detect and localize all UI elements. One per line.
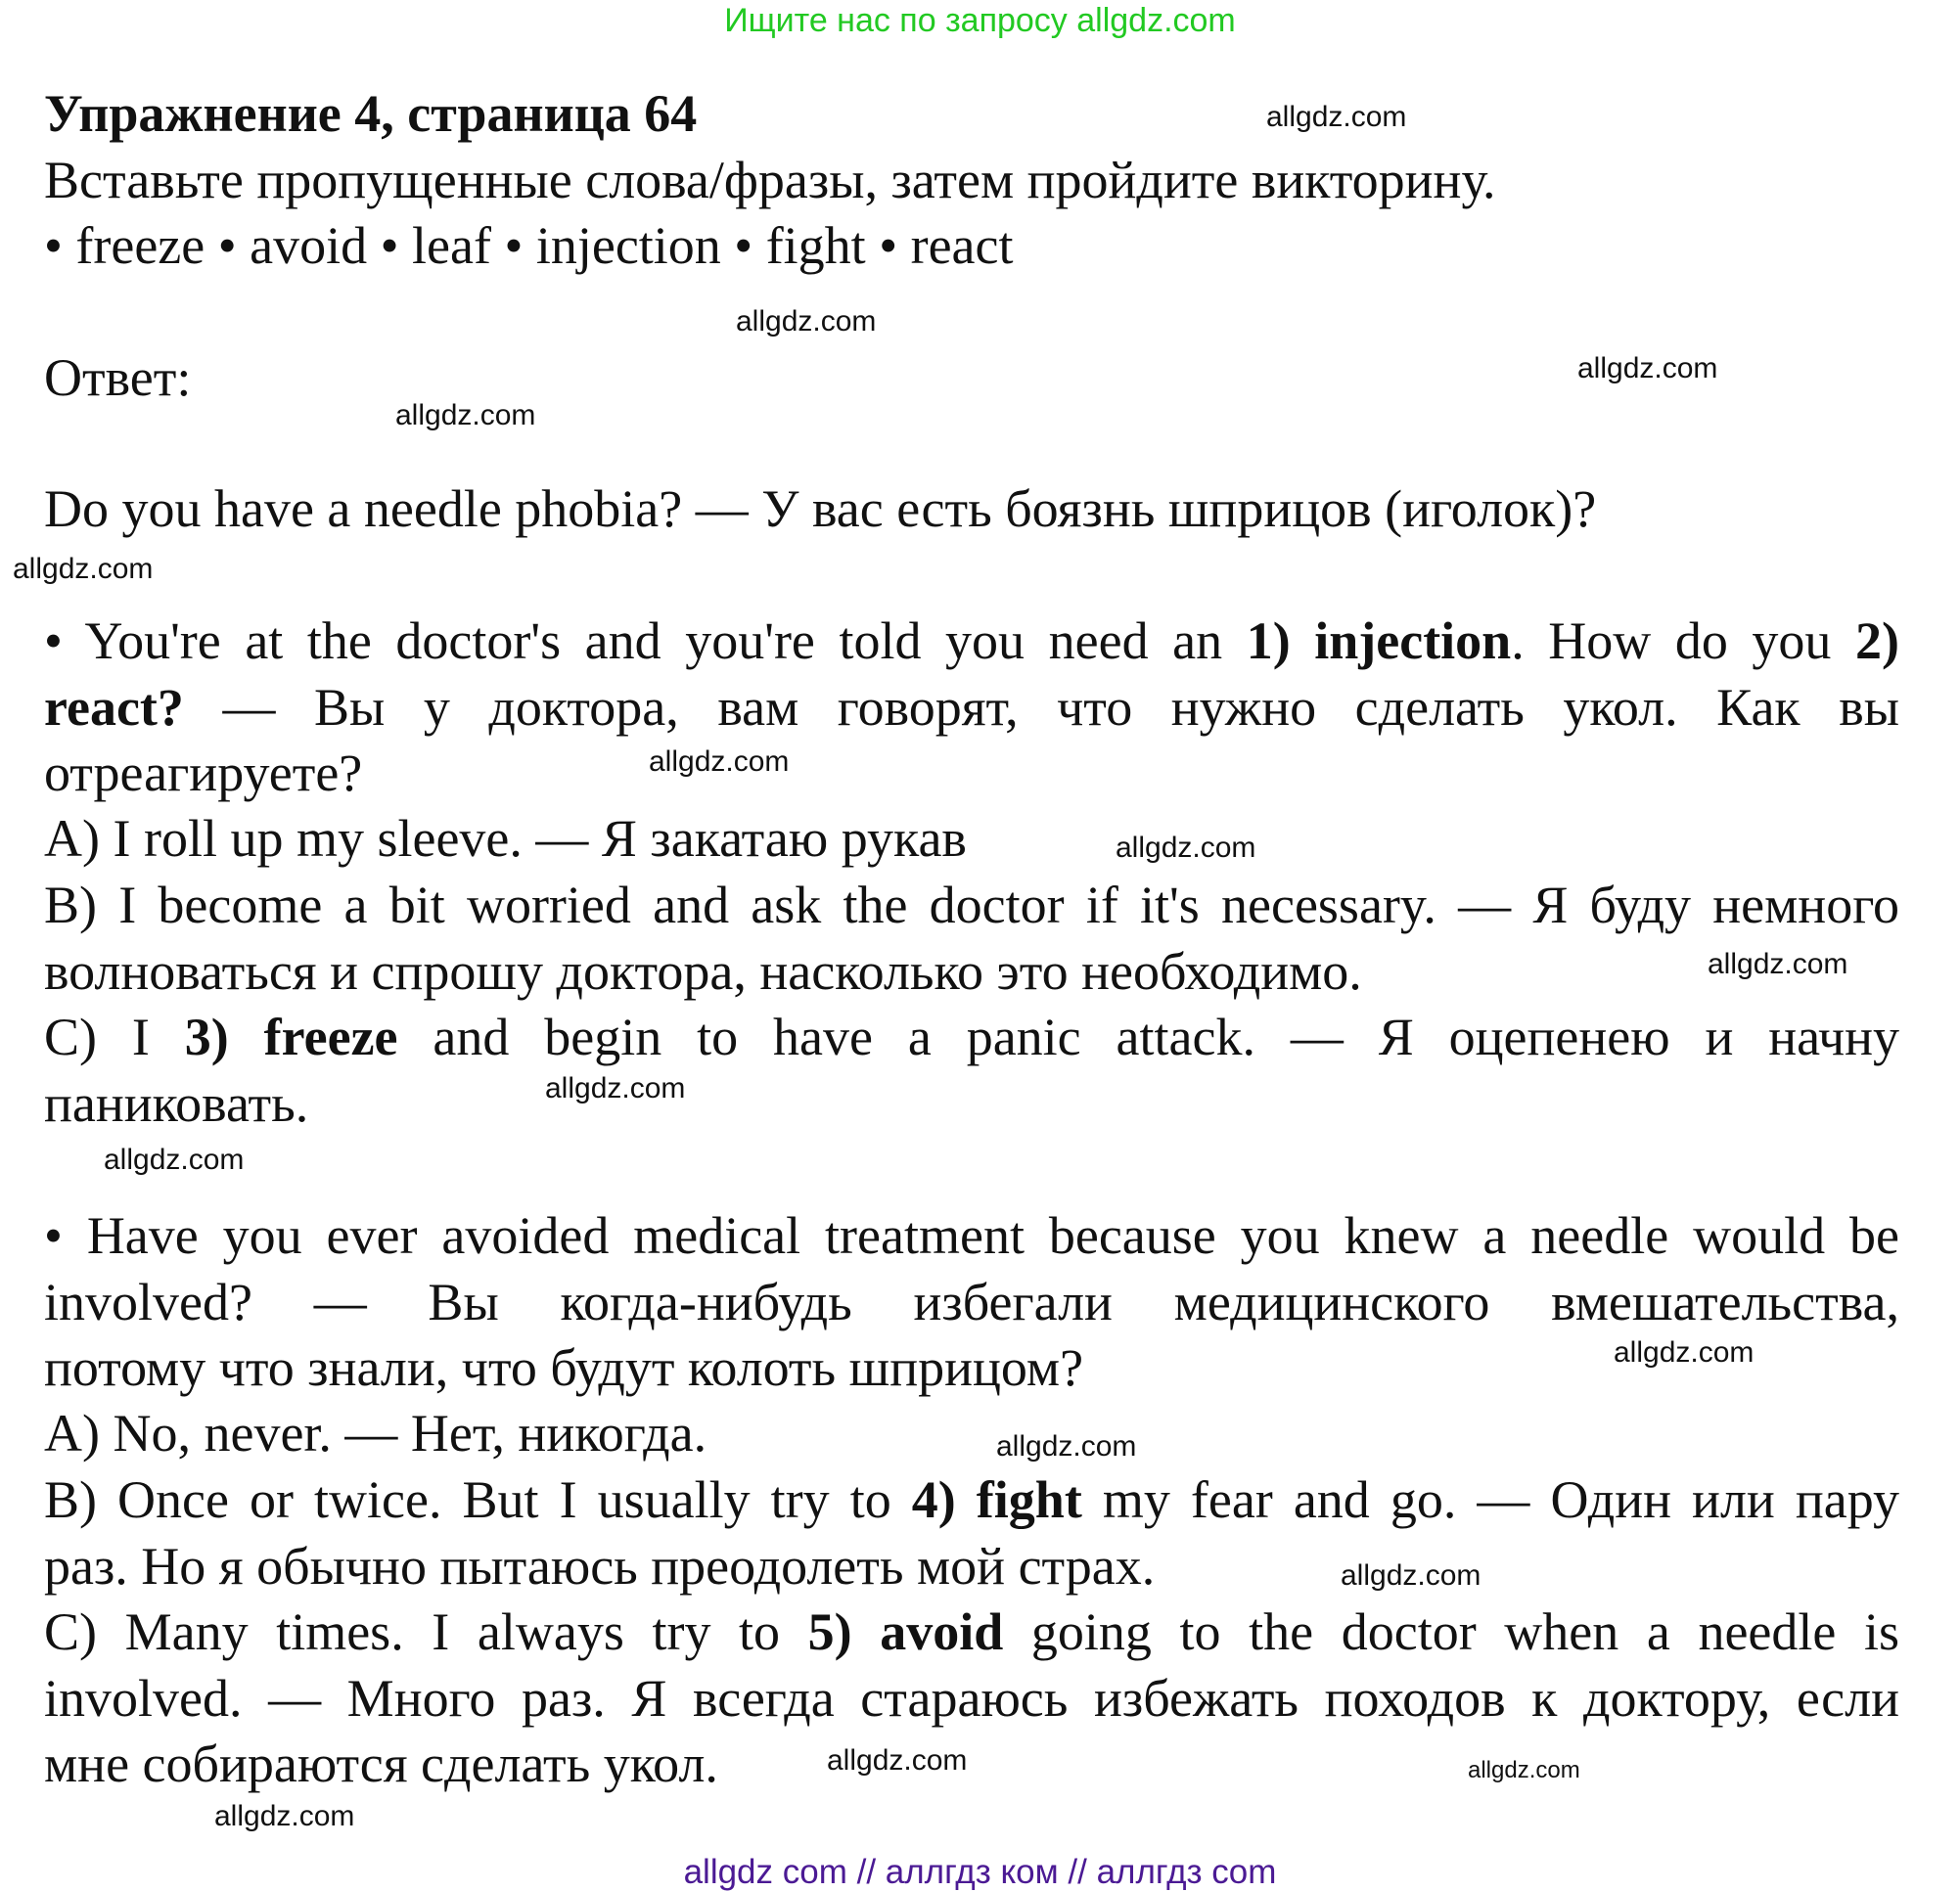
filled-answer: 1) injection: [1246, 611, 1512, 670]
answer-line: [44, 872, 1899, 938]
line-text: A) I roll up my sleeve. — Я закатаю рукав: [44, 809, 967, 868]
watermark: allgdz.com: [827, 1744, 968, 1777]
line-text: потому что знали, что будут колоть шприцом?: [44, 1338, 1084, 1397]
filled-answer: react?: [44, 678, 184, 737]
answer-line: [44, 740, 1899, 806]
line-text: паниковать.: [44, 1074, 309, 1133]
answer-line: [44, 1599, 1899, 1665]
line-text: going to the doctor when a needle is: [1003, 1602, 1899, 1661]
answer-line: [44, 1731, 1899, 1797]
line-text: мне собираются сделать укол.: [44, 1734, 718, 1793]
line-text: раз. Но я обычно пытаюсь преодолеть мой страх.: [44, 1537, 1156, 1596]
word-bank: • freeze • avoid • leaf • injection • fight • react: [44, 216, 1014, 275]
answer-label: Ответ:: [44, 348, 192, 407]
line-text: • You're at the doctor's and you're told you need an: [44, 611, 1247, 670]
instruction-text: Вставьте пропущенные слова/фразы, затем пройдите викторину.: [44, 151, 1496, 209]
watermark: allgdz.com: [1116, 832, 1256, 864]
line-text: . How do you: [1511, 611, 1856, 670]
watermark: allgdz.com: [545, 1072, 686, 1104]
watermark: allgdz.com: [395, 399, 536, 431]
page-title: Упражнение 4, страница 64: [44, 84, 698, 143]
line-text: involved. — Много раз. Я всегда стараюсь избежать походов к доктору, если: [44, 1669, 1899, 1728]
filled-answer: 5) avoid: [807, 1602, 1004, 1661]
watermark: allgdz.com: [649, 745, 790, 778]
watermark: allgdz.com: [736, 305, 877, 338]
search-banner: Ищите нас по запросу allgdz.com: [724, 2, 1236, 39]
line-text: A) No, never. — Нет, никогда.: [44, 1404, 707, 1463]
line-text: C) Many times. I always try to: [44, 1602, 808, 1661]
watermark: allgdz.com: [13, 553, 154, 585]
answer-line: [44, 1400, 1899, 1466]
answer-line: [44, 608, 1899, 674]
watermark: allgdz.com: [1708, 948, 1848, 980]
line-text: and begin to have a panic attack. — Я оцепенею и начну: [397, 1008, 1900, 1066]
filled-answer: 2): [1855, 611, 1899, 670]
answer-line: [44, 674, 1899, 741]
watermark: allgdz.com: [214, 1800, 355, 1832]
watermark: allgdz.com: [996, 1430, 1137, 1463]
quiz-title: Do you have a needle phobia? — У вас есть боязнь шприцов (иголок)?: [44, 479, 1597, 538]
answer-line: [44, 1269, 1899, 1335]
line-text: • Have you ever avoided medical treatment because you knew a needle would be: [44, 1206, 1899, 1265]
watermark: allgdz.com: [1468, 1757, 1580, 1783]
line-text: B) I become a bit worried and ask the doctor if it's necessary. — Я буду немного: [44, 876, 1899, 934]
filled-answer: 4) fight: [911, 1470, 1082, 1529]
watermark: allgdz.com: [1266, 101, 1407, 133]
watermark: allgdz.com: [1614, 1336, 1755, 1369]
filled-answer: 3) freeze: [184, 1008, 398, 1066]
answer-line: [44, 1070, 1899, 1137]
line-text: involved? — Вы когда-нибудь избегали медицинского вмешательства,: [44, 1273, 1899, 1331]
watermark: allgdz.com: [104, 1144, 245, 1176]
footer-links: allgdz com // аллгдз ком // аллгдз com: [683, 1853, 1277, 1891]
line-text: — Вы у доктора, вам говорят, что нужно сделать укол. Как вы: [183, 678, 1899, 737]
line-text: волноваться и спрошу доктора, насколько это необходимо.: [44, 942, 1362, 1001]
line-text: C) I: [44, 1008, 185, 1066]
answer-line: [44, 1004, 1899, 1070]
answer-line: [44, 1466, 1899, 1533]
watermark: allgdz.com: [1577, 352, 1718, 384]
answer-line: [44, 1665, 1899, 1732]
line-text: отреагируете?: [44, 743, 363, 802]
line-text: my fear and go. — Один или пару: [1081, 1470, 1899, 1529]
answer-line: [44, 1202, 1899, 1269]
watermark: allgdz.com: [1341, 1559, 1481, 1592]
answer-line: [44, 805, 1899, 872]
answer-line: [44, 1533, 1899, 1599]
answer-line: [44, 938, 1899, 1005]
line-text: B) Once or twice. But I usually try to: [44, 1470, 912, 1529]
